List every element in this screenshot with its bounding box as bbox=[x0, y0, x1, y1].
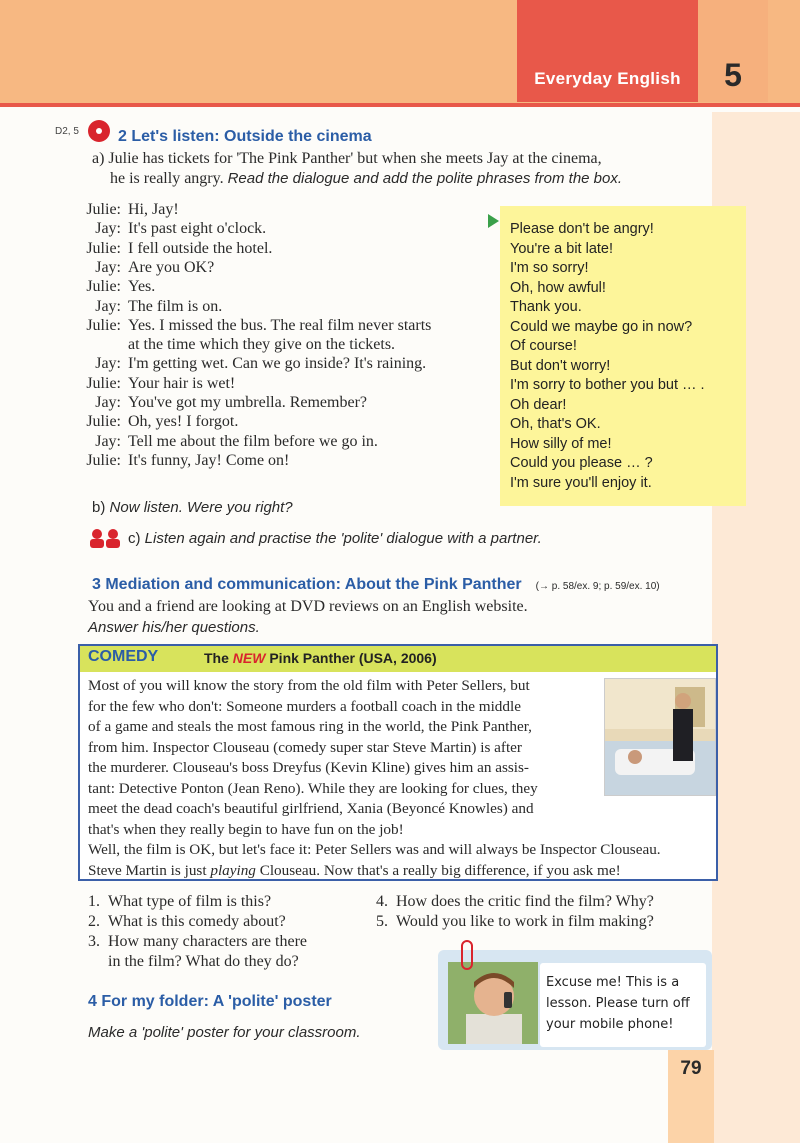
exercise-2a-instruction: Read the dialogue and add the polite phrases from the box. bbox=[227, 170, 623, 187]
poster-line: your mobile phone! bbox=[546, 1017, 674, 1032]
dialogue-text: Your hair is wet! bbox=[128, 374, 236, 392]
dialogue-text: Hi, Jay! bbox=[128, 201, 179, 218]
dialogue-text: I fell outside the hotel. bbox=[128, 239, 273, 257]
question-text: What is this comedy about? bbox=[108, 913, 286, 930]
pair-work-icon bbox=[88, 528, 124, 548]
dialogue-line bbox=[80, 278, 155, 296]
dialogue-line bbox=[80, 201, 179, 219]
phrase-item: Oh dear! bbox=[510, 396, 567, 413]
review-title-pre: The bbox=[204, 650, 229, 666]
phrase-item: Oh, how awful! bbox=[510, 279, 606, 296]
review-line: of a game and steals the most famous ring in the world, the Pink Panther, bbox=[88, 718, 532, 735]
review-genre: COMEDY bbox=[88, 648, 159, 665]
phrase-item: I'm so sorry! bbox=[510, 260, 589, 276]
question-number: 4. bbox=[376, 893, 388, 910]
exercise-4-heading: 4 For my folder: A 'polite' poster bbox=[88, 993, 332, 1010]
dialogue-speaker: Julie: bbox=[86, 239, 121, 257]
question-text: How many characters are there bbox=[108, 933, 307, 950]
dialogue-text: You've got my umbrella. Remember? bbox=[128, 394, 367, 411]
dialogue-speaker: Jay: bbox=[95, 258, 121, 276]
dialogue-speaker: Julie: bbox=[86, 278, 121, 296]
phrase-item: You're a bit late! bbox=[510, 240, 614, 257]
exercise-2a-line1: a) Julie has tickets for 'The Pink Panther' but when she meets Jay at the cinema, bbox=[92, 150, 602, 167]
question-text: in the film? What do they do? bbox=[108, 953, 299, 970]
dialogue-text: Tell me about the film before we go in. bbox=[128, 432, 378, 450]
phrase-list bbox=[510, 220, 705, 493]
dialogue-line bbox=[80, 336, 395, 354]
phrase-item: I'm sorry to bother you but … . bbox=[510, 377, 705, 393]
dialogue-text: Are you OK? bbox=[128, 258, 215, 276]
exercise-2-heading: 2 Let's listen: Outside the cinema bbox=[118, 128, 372, 145]
review-line: for the few who don't: Someone murders a football coach in the middle bbox=[88, 697, 521, 715]
dialogue-speaker: Jay: bbox=[95, 220, 121, 238]
poster-line: lesson. Please turn off bbox=[546, 996, 690, 1011]
phrase-item: Could you please … ? bbox=[510, 455, 653, 471]
question-number: 2. bbox=[88, 913, 100, 930]
header-divider bbox=[0, 103, 800, 107]
poster-text bbox=[546, 972, 690, 1035]
question-item bbox=[88, 933, 307, 951]
dialogue-line bbox=[80, 317, 431, 335]
question-number: 1. bbox=[88, 893, 100, 910]
dialogue-line bbox=[80, 259, 214, 277]
phrase-item: But don't worry! bbox=[510, 357, 611, 374]
question-text: How does the critic find the film? Why? bbox=[396, 893, 654, 910]
boy-with-phone-image bbox=[448, 962, 538, 1044]
dialogue-speaker: Julie: bbox=[86, 316, 121, 334]
question-text: Would you like to work in film making? bbox=[396, 913, 654, 930]
phrase-item: Could we maybe go in now? bbox=[510, 318, 693, 335]
dialogue-line bbox=[80, 394, 367, 412]
dialogue-speaker: Julie: bbox=[86, 201, 121, 218]
dialogue-text: Yes. I missed the bus. The real film never starts bbox=[128, 316, 432, 334]
question-item bbox=[376, 893, 654, 911]
question-number: 5. bbox=[376, 913, 388, 930]
review-line: Well, the film is OK, but let's face it: Peter Sellers was and will always be Inspector Clouseau. bbox=[88, 841, 661, 858]
dialogue-text: Oh, yes! I forgot. bbox=[128, 413, 239, 431]
question-item bbox=[376, 913, 654, 931]
dialogue-line bbox=[80, 452, 289, 470]
review-text bbox=[88, 676, 710, 881]
poster-line: Excuse me! This is a bbox=[546, 975, 680, 990]
dialogue-speaker: Julie: bbox=[86, 413, 121, 431]
phrase-item: Thank you. bbox=[510, 299, 582, 315]
review-paragraph bbox=[88, 676, 710, 840]
review-line: meet the dead coach's beautiful girlfriend, Xania (Beyoncé Knowles) and bbox=[88, 800, 534, 817]
exercise-3-title-row bbox=[92, 576, 660, 594]
dialogue-text: It's past eight o'clock. bbox=[128, 220, 267, 238]
cd-audio-icon bbox=[88, 120, 110, 142]
review-line-emphasis: playing bbox=[210, 861, 256, 879]
exercise-3-page-ref: (→ p. 58/ex. 9; p. 59/ex. 10) bbox=[535, 581, 660, 592]
question-text: What type of film is this? bbox=[108, 893, 272, 910]
dialogue-speaker: Jay: bbox=[95, 297, 121, 315]
section-title: Everyday English bbox=[534, 69, 681, 88]
exercise-2c-label: c) bbox=[128, 530, 141, 547]
dialogue-line bbox=[80, 413, 238, 431]
exercise-3-instruction: Answer his/her questions. bbox=[88, 619, 260, 636]
dialogue-speaker: Jay: bbox=[95, 394, 121, 411]
dialogue-line bbox=[80, 433, 378, 451]
review-line bbox=[88, 861, 710, 882]
question-item bbox=[88, 893, 271, 911]
question-number: 3. bbox=[88, 933, 100, 950]
review-line: Most of you will know the story from the old film with Peter Sellers, but bbox=[88, 677, 530, 694]
review-film-title bbox=[204, 650, 437, 666]
review-title-post: Pink Panther (USA, 2006) bbox=[269, 650, 437, 666]
review-line-post: Clouseau. Now that's a really big difference, if you ask me! bbox=[259, 861, 621, 879]
phrase-item: Oh, that's OK. bbox=[510, 416, 601, 432]
exercise-2a-context: he is really angry. bbox=[110, 170, 224, 187]
exercise-2b-text: Now listen. Were you right? bbox=[109, 499, 293, 516]
review-line: from him. Inspector Clouseau (comedy super star Steve Martin) is after bbox=[88, 738, 522, 756]
exercise-2b bbox=[92, 499, 293, 516]
audio-track-code: D2, 5 bbox=[55, 126, 79, 137]
play-arrow-icon bbox=[488, 214, 499, 228]
dialogue-line bbox=[80, 355, 426, 373]
dialogue-speaker: Julie: bbox=[86, 451, 121, 469]
dialogue-line bbox=[80, 375, 235, 393]
exercise-2c-text: Listen again and practise the 'polite' dialogue with a partner. bbox=[144, 530, 542, 547]
exercise-4-instruction: Make a 'polite' poster for your classroom. bbox=[88, 1024, 361, 1041]
dialogue-line bbox=[80, 240, 272, 258]
dialogue-line bbox=[80, 298, 222, 316]
phrase-item: I'm sure you'll enjoy it. bbox=[510, 474, 652, 491]
dialogue-text: at the time which they give on the tickets. bbox=[128, 336, 396, 354]
question-item bbox=[88, 953, 299, 971]
dialogue-speaker: Jay: bbox=[95, 355, 121, 373]
exercise-2c bbox=[128, 530, 542, 547]
dialogue-text: Yes. bbox=[128, 278, 156, 296]
review-line: that's when they really begin to have fun on the job! bbox=[88, 820, 404, 838]
dialogue-text: I'm getting wet. Can we go inside? It's raining. bbox=[128, 355, 427, 373]
question-item bbox=[88, 913, 286, 931]
dialogue-speaker: Jay: bbox=[95, 432, 121, 450]
dialogue-text: The film is on. bbox=[128, 297, 223, 315]
review-line-pre: Steve Martin is just bbox=[88, 861, 207, 879]
dialogue-text: It's funny, Jay! Come on! bbox=[128, 451, 290, 469]
chapter-number: 5 bbox=[724, 57, 742, 93]
exercise-3-heading: 3 Mediation and communication: About the Pink Panther bbox=[92, 576, 522, 593]
review-line: the murderer. Clouseau's boss Dreyfus (Kevin Kline) gives him an assis- bbox=[88, 759, 529, 776]
phrase-item: How silly of me! bbox=[510, 435, 612, 452]
exercise-2a-line2 bbox=[110, 170, 622, 188]
exercise-3-intro: You and a friend are looking at DVD reviews on an English website. bbox=[88, 598, 528, 615]
dialogue-line bbox=[80, 220, 266, 238]
exercise-2b-label: b) bbox=[92, 499, 106, 516]
phrase-item: Please don't be angry! bbox=[510, 221, 654, 237]
review-title-new: NEW bbox=[232, 650, 266, 666]
review-line: tant: Detective Ponton (Jean Reno). While they are looking for clues, they bbox=[88, 779, 538, 797]
page-number: 79 bbox=[680, 1058, 702, 1079]
phrase-item: Of course! bbox=[510, 338, 577, 354]
paper-clip-icon bbox=[461, 940, 473, 970]
dialogue-speaker: Julie: bbox=[86, 374, 121, 392]
